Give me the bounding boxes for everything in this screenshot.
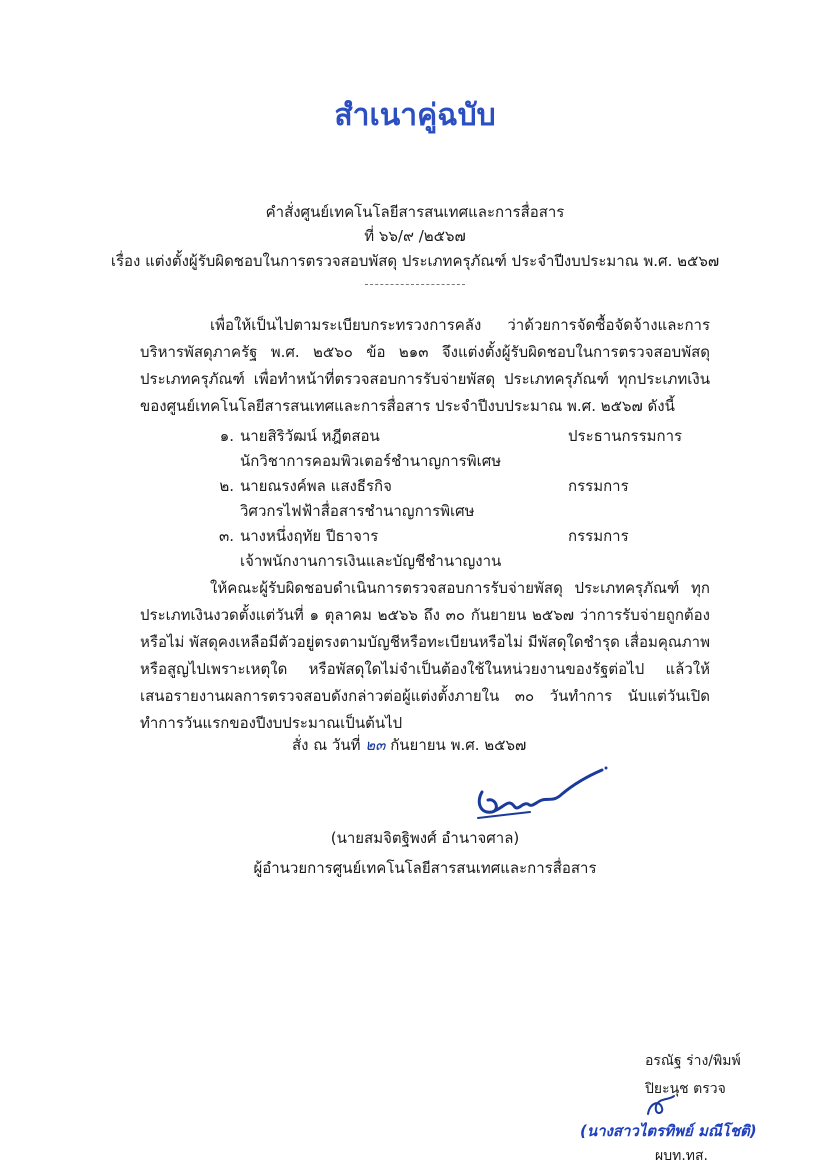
member-name: นางหนึ่งฤทัย ปีธาจาร (240, 527, 379, 545)
member-name: นายณรงค์พล แสงธีรกิจ (240, 477, 392, 495)
copy-stamp: สำเนาคู่ฉบับ (334, 98, 496, 133)
member-number: ๑. (219, 427, 234, 445)
order-date-day: ๒๓ (365, 736, 386, 754)
handwritten-signature (470, 762, 620, 824)
department-code: ผบท.ทส. (655, 1148, 708, 1164)
order-date-rest: กันยายน พ.ศ. ๒๕๖๗ (390, 736, 527, 754)
paragraph-1 (140, 312, 710, 420)
divider-line (365, 284, 465, 285)
initial-mark (640, 1092, 680, 1122)
member-number: ๓. (218, 527, 234, 545)
member-role: กรรมการ (568, 527, 629, 545)
member-name: นายสิริวัฒน์ หฎีตสอน (240, 427, 380, 445)
paragraph-2 (140, 575, 710, 737)
drafted-by: อรณัฐ ร่าง/พิมพ์ (645, 1053, 741, 1069)
paragraph-2-text: ให้คณะผู้รับผิดชอบดำเนินการตรวจสอบการรับจ่ายพัสดุ ประเภทครุภัณฑ์ ทุกประเภทเงินงวดตั้งแต่วันที่ ๑ ตุลาคม ๒๕๖๖ ถึง ๓๐ กันยายน ๒๕๖๗ ว่าการรับจ่ายถูกต้องหรือไม่ พัสดุคงเหลือมีตัวอยู่ตรงตามบัญชีหรือทะเบียนหรือไม่ มีพัสดุใดชำรุด เสื่อมคุณภาพ หรือสูญไปเพราะเหตุใด หรือพัสดุใดไม่จำเป็นต้องใช้ในหน่วยงานของรัฐต่อไป แล้วให้เสนอรายงานผลการตรวจสอบดังกล่าวต่อผู้แต่งตั้งภายใน ๓๐ วันทำการ นับแต่วันเปิดทำการวันแรกของปีงบประมาณเป็นต้นไป (140, 579, 710, 732)
member-position: นักวิชาการคอมพิวเตอร์ชำนาญการพิเศษ (240, 452, 502, 470)
checked-by: ปิยะนุช ตรวจ (645, 1081, 726, 1097)
order-heading: คำสั่งศูนย์เทคโนโลยีสารสนเทศและการสื่อสาร (265, 203, 565, 221)
member-position: เจ้าพนักงานการเงินและบัญชีชำนาญงาน (240, 552, 502, 570)
member-number: ๒. (219, 477, 234, 495)
signatory-title: ผู้อำนวยการศูนย์เทคโนโลยีสารสนเทศและการสื่อสาร (253, 859, 597, 877)
order-date (292, 733, 526, 757)
member-role: ประธานกรรมการ (568, 427, 683, 445)
order-subject: เรื่อง แต่งตั้งผู้รับผิดชอบในการตรวจสอบพัสดุ ประเภทครุภัณฑ์ ประจำปีงบประมาณ พ.ศ. ๒๕๖๗ (110, 252, 720, 270)
reviewer-stamp: (นางสาวไตรทิพย์ มณีโชติ) (580, 1122, 757, 1140)
member-position: วิศวกรไฟฟ้าสื่อสารชำนาญการพิเศษ (240, 502, 475, 520)
paragraph-1-text: เพื่อให้เป็นไปตามระเบียบกระทรวงการคลัง ว่าด้วยการจัดซื้อจัดจ้างและการบริหารพัสดุภาครัฐ พ.ศ. ๒๕๖๐ ข้อ ๒๑๓ จึงแต่งตั้งผู้รับผิดชอบในการตรวจสอบพัสดุ ประเภทครุภัณฑ์ เพื่อทำหน้าที่ตรวจสอบการรับจ่ายพัสดุ ประเภทครุภัณฑ์ ทุกประเภทเงินของศูนย์เทคโนโลยีสารสนเทศและการสื่อสาร ประจำปีงบประมาณ พ.ศ. ๒๕๖๗ ดังนี้ (140, 316, 710, 415)
order-date-prefix: สั่ง ณ วันที่ (292, 736, 361, 754)
order-number: ที่ ๖๖/๙ /๒๕๖๗ (364, 227, 466, 245)
member-role: กรรมการ (568, 477, 629, 495)
signatory-name: (นายสมจิตฐิพงศ์ อำนาจศาล) (330, 829, 520, 847)
